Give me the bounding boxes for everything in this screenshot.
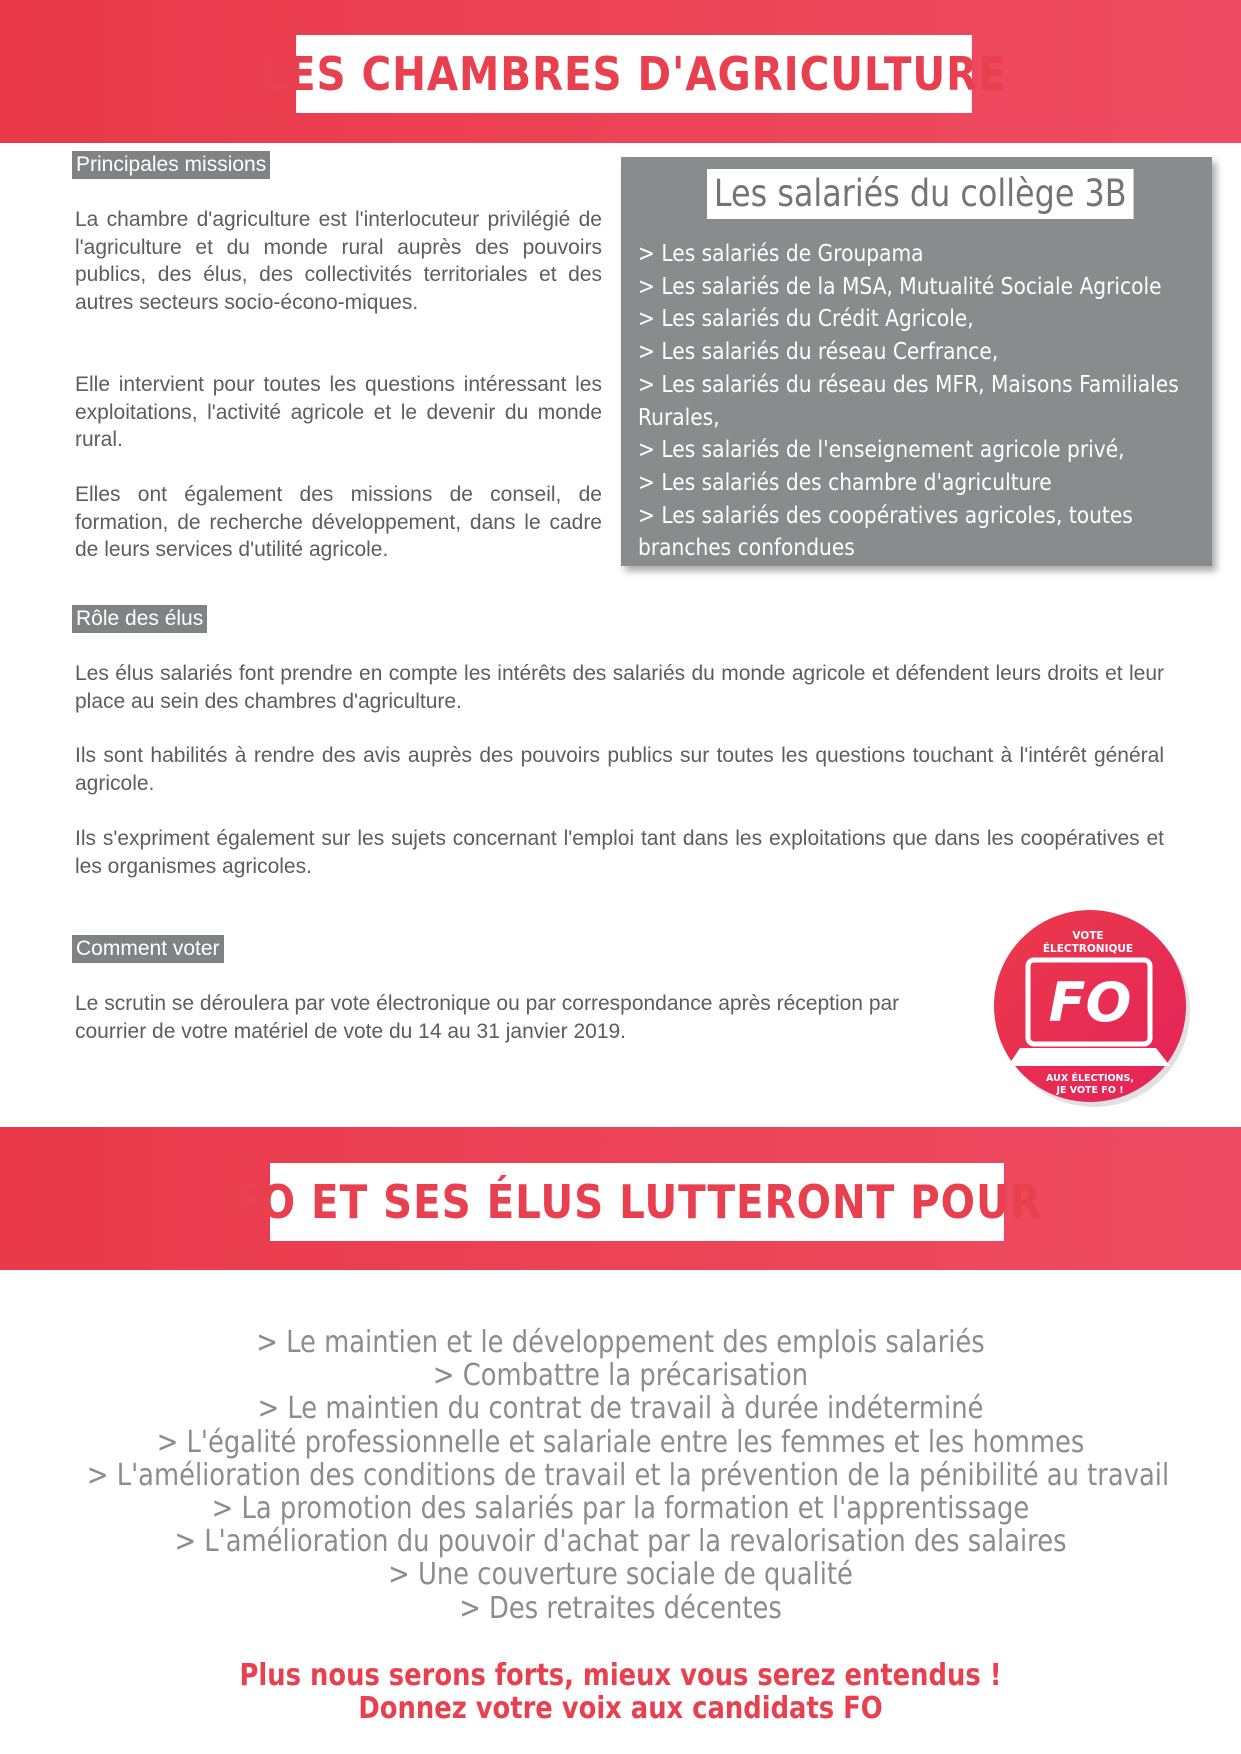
engagement-item: > Des retraites décentes — [459, 1590, 782, 1626]
role-paragraph-1: Les élus salariés font prendre en compte les intérêts des salariés du monde agricole et défendent leurs droits et leur place au sein des chambres d'agriculture. — [75, 662, 1164, 713]
badge-bottom-line-2: JE VOTE FO ! — [1056, 1085, 1124, 1096]
engagement-item: > L'amélioration des conditions de travail et la prévention de la pénibilité au travail — [86, 1457, 1170, 1493]
page-title: LES CHAMBRES D'AGRICULTURE — [296, 35, 972, 113]
college-item: > Les salariés des coopératives agricoles, toutes — [638, 500, 1133, 529]
engagement-item: > Le maintien et le développement des emplois salariés — [256, 1325, 985, 1360]
college-item: > Les salariés du réseau des MFR, Maisons Familiales — [638, 369, 1179, 398]
vote-paragraph: Le scrutin se déroulera par vote électronique ou par correspondance après réception par courrier de votre matériel de vote du 14 au 31 janvier 2019. — [75, 992, 900, 1043]
college-item: > Les salariés du Crédit Agricole, — [638, 304, 974, 333]
college-item: > Les salariés de l'enseignement agricole privé, — [638, 435, 1125, 464]
college-item: Rurales, — [638, 402, 720, 431]
role-label: Rôle des élus — [72, 605, 207, 633]
college-item: > Les salariés des chambre d'agriculture — [638, 467, 1052, 496]
badge-logo: FO — [1048, 971, 1132, 1034]
engagement-item: > L'égalité professionnelle et salariale entre les femmes et les hommes — [156, 1424, 1085, 1460]
badge-bottom-line-1: AUX ÉLECTIONS, — [1046, 1073, 1134, 1084]
role-paragraph-2: Ils sont habilités à rendre des avis auprès des pouvoirs publics sur toutes les questions touchant à l'intérêt général agricole. — [75, 744, 1164, 795]
missions-paragraph-2: Elle intervient pour toutes les questions intéressant les exploitations, l'activité agricole et le devenir du monde rural. — [75, 373, 602, 451]
role-paragraph-3: Ils s'expriment également sur les sujets concernant l'emploi tant dans les exploitations que dans les coopératives et les organismes agricoles. — [75, 827, 1164, 878]
college-item: branches confondues — [638, 533, 855, 562]
engagement-item: > Une couverture sociale de qualité — [388, 1557, 853, 1593]
slogan-line-1: Plus nous serons forts, mieux vous serez entendus ! — [239, 1658, 1002, 1693]
missions-paragraph-3: Elles ont également des missions de conseil, de formation, de recherche développement, dans le cadre de leurs services d'utilité agricole. — [75, 483, 602, 561]
college-title: Les salariés du collège 3B — [707, 169, 1133, 219]
engagements-list — [0, 1326, 1241, 1625]
engagements-title: FO ET SES ÉLUS LUTTERONT POUR — [270, 1163, 1004, 1241]
college-item: > Les salariés du réseau Cerfrance, — [638, 337, 999, 366]
engagement-item: > L'amélioration du pouvoir d'achat par la revalorisation des salaires — [174, 1524, 1067, 1560]
missions-paragraph-1: La chambre d'agriculture est l'interlocuteur privilégié de l'agriculture et du monde rural auprès des pouvoirs publics, des élus, des collectivités territoriales et des autres secteurs socio-écono-miques. — [75, 208, 602, 314]
badge-top-line-1: VOTE — [1072, 930, 1104, 942]
vote-label: Comment voter — [72, 935, 224, 963]
engagement-item: > La promotion des salariés par la formation et l'apprentissage — [211, 1491, 1030, 1527]
college-item: > Les salariés de Groupama — [638, 239, 924, 267]
slogan-line-2: Donnez votre voix aux candidats FO — [358, 1691, 883, 1726]
badge-top-line-2: ÉLECTRONIQUE — [1042, 943, 1134, 955]
missions-label: Principales missions — [72, 151, 270, 179]
engagement-item: > Combattre la précarisation — [432, 1358, 809, 1394]
engagement-item: > Le maintien du contrat de travail à durée indéterminé — [257, 1391, 984, 1427]
college-box — [621, 157, 1212, 566]
college-item: > Les salariés de la MSA, Mutualité Sociale Agricole — [638, 271, 1162, 300]
fo-vote-badge — [980, 908, 1204, 1108]
college-list — [638, 237, 1193, 564]
